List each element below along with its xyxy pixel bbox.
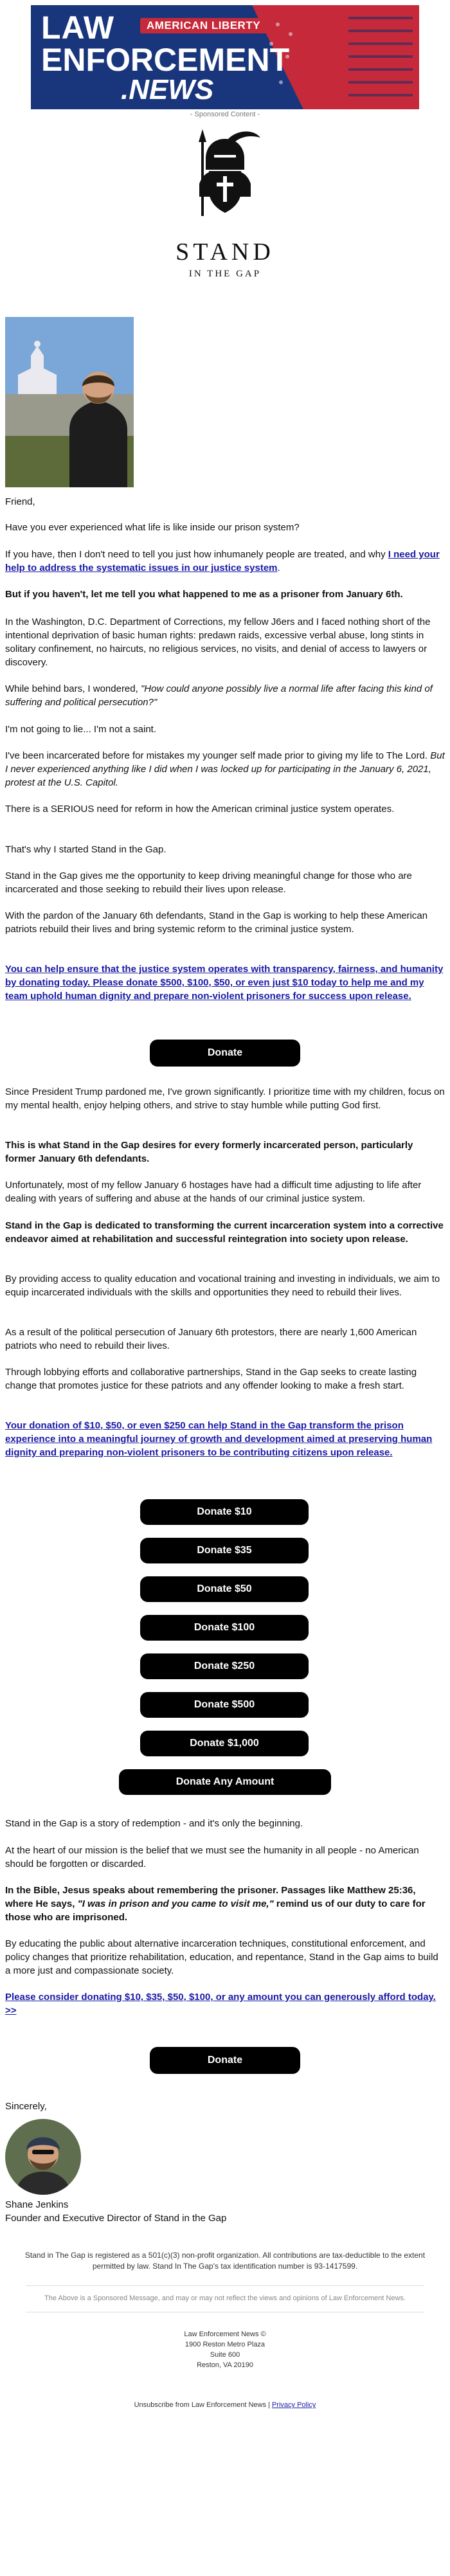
brand-news: .NEWS bbox=[121, 74, 214, 105]
donation-impact-link[interactable]: Your donation of $10, $50, or even $250 can help Stand in the Gap transform the prison experience into a meaningful journey of growth and development aimed at preserving human dignity and preparing non-violent prisoners to be contributing citizens upon release. bbox=[5, 1420, 433, 1458]
logo-stand-text: STAND bbox=[176, 239, 274, 266]
address-line-2: Suite 600 bbox=[210, 2351, 240, 2359]
paragraph-16 bbox=[5, 1219, 445, 1246]
address-line-1: 1900 Reston Metro Plaza bbox=[184, 2341, 266, 2348]
paragraph-5-text: While behind bars, I wondered, bbox=[5, 683, 141, 694]
signature-avatar bbox=[5, 2119, 81, 2195]
sign-off: Sincerely, bbox=[5, 2101, 47, 2112]
signature-title: Founder and Executive Director of Stand in the Gap bbox=[5, 2213, 227, 2224]
paragraph-11: With the pardon of the January 6th defendants, Stand in the Gap is working to help these American patriots rebuild their lives and bring systemic reform to the criminal justice system. bbox=[5, 910, 428, 935]
footer-divider bbox=[26, 2285, 424, 2286]
donate-10-button[interactable]: Donate $10 bbox=[140, 1499, 309, 1525]
paragraph-12 bbox=[5, 962, 445, 1003]
paragraph-18: As a result of the political persecution of January 6th protestors, there are nearly 1,600 American patriots who need to rebuild their lives. bbox=[5, 1327, 417, 1351]
paragraph-6: I'm not going to lie... I'm not a saint. bbox=[5, 724, 157, 735]
paragraph-21: Stand in the Gap is a story of redemption - and it's only the beginning. bbox=[5, 1818, 303, 1829]
unsubscribe-link[interactable]: Unsubscribe from Law Enforcement News bbox=[134, 2401, 266, 2409]
donate-35-button[interactable]: Donate $35 bbox=[140, 1538, 309, 1563]
paragraph-5-quote: "How could anyone possibly live a normal life after facing this kind of suffering and political persecution?" bbox=[5, 683, 433, 708]
paragraph-2-text: If you have, then I don't need to tell you just how inhumanely people are treated, and why bbox=[5, 549, 388, 560]
paragraph-15: Unfortunately, most of my fellow January 6 hostages have had a difficult time adjusting to life after dealing with years of suffering and abuse at the hands of our criminal justice system. bbox=[5, 1180, 422, 1204]
paragraph-2 bbox=[5, 548, 445, 575]
donate-500-button[interactable]: Donate $500 bbox=[140, 1692, 309, 1718]
donate-1000-button[interactable]: Donate $1,000 bbox=[140, 1731, 309, 1756]
donate-50-button[interactable]: Donate $50 bbox=[140, 1576, 309, 1602]
brand-enforcement: ENFORCEMENT bbox=[41, 42, 290, 78]
donate-button-bottom[interactable]: Donate bbox=[150, 2047, 300, 2074]
paragraph-22: At the heart of our mission is the belief that we must see the humanity in all people - no American should be forgotten or discarded. bbox=[5, 1845, 419, 1869]
author-photo bbox=[5, 317, 134, 487]
paragraph-24: By educating the public about alternative incarceration techniques, constitutional enforcement, and policy changes that prioritize rehabilitation, education, and repentance, Stand in the Gap aims to build a more just and compassionate society. bbox=[5, 1938, 438, 1976]
paragraph-7-italic: But I never experienced anything like I did when I was locked up for participating in the January 6, 2021, protest at the U.S. Capitol. bbox=[5, 750, 445, 788]
publisher-name: Law Enforcement News © bbox=[184, 2330, 266, 2338]
paragraph-8: There is a SERIOUS need for reform in how the American criminal justice system operates. bbox=[5, 804, 395, 815]
paragraph-23-end: remind us of our duty to care for those who are imprisoned. bbox=[5, 1898, 426, 1923]
help-justice-link[interactable]: I need your help to address the systematic issues in our justice system bbox=[5, 549, 440, 573]
paragraph-7 bbox=[5, 749, 445, 789]
paragraph-3-bold: But if you haven't, let me tell you what happened to me as a prisoner from January 6th. bbox=[5, 589, 403, 600]
paragraph-4: In the Washington, D.C. Department of Corrections, my fellow J6ers and I faced nothing short of the intentional deprivation of basic human rights: predawn raids, excessive verbal abuse, long stints in solitary confinement, no haircuts, no religious services, no visits, and denial of access to lawyers or discovery. bbox=[5, 617, 431, 668]
donate-any-amount-button[interactable]: Donate Any Amount bbox=[119, 1769, 331, 1795]
paragraph-17: By providing access to quality education and vocational training and investing in individuals, we aim to equip incarcerated individuals with the skills and opportunities they need to rebuild their lives. bbox=[5, 1274, 440, 1298]
paragraph-5 bbox=[5, 682, 445, 709]
donate-cta-link[interactable]: You can help ensure that the justice system operates with transparency, fairness, and humanity by donating today. Please donate $500, $100, $50, or even just $10 today to help me and my team uphold human dignity and prepare non-violent prisoners for success upon release. bbox=[5, 964, 444, 1002]
paragraph-13: Since President Trump pardoned me, I've grown significantly. I prioritize time with my children, focus on my mental health, enjoy helping others, and strive to stay humble while putting God first. bbox=[5, 1086, 445, 1111]
sponsored-disclaimer: The Above is a Sponsored Message, and may or may not reflect the views and opinions of Law Enforcement News. bbox=[44, 2294, 406, 2302]
paragraph-3 bbox=[5, 588, 445, 601]
paragraph-9: That's why I started Stand in the Gap. bbox=[5, 844, 166, 855]
greeting: Friend, bbox=[5, 496, 35, 507]
paragraph-19: Through lobbying efforts and collaborative partnerships, Stand in the Gap seeks to create lasting change that promotes justice for these patriots and any offender looking to make a fresh start. bbox=[5, 1367, 417, 1391]
paragraph-2-end: . bbox=[277, 563, 280, 573]
consider-donating-link[interactable]: Please consider donating $10, $35, $50, $100, or any amount you can generously afford today. >> bbox=[5, 1992, 436, 2016]
paragraph-16-bold: Stand in the Gap is dedicated to transforming the current incarceration system into a corrective endeavor aimed at rehabilitation and successful reintegration into society upon release. bbox=[5, 1220, 444, 1245]
paragraph-1: Have you ever experienced what life is like inside our prison system? bbox=[5, 522, 300, 533]
logo-in-the-gap-text: IN THE GAP bbox=[188, 269, 262, 279]
signature-name: Shane Jenkins bbox=[5, 2199, 69, 2210]
paragraph-20 bbox=[5, 1419, 445, 1459]
paragraph-23-text: In the Bible, Jesus speaks about remembering the prisoner. Passages like Matthew 25:36, where He says, bbox=[5, 1885, 416, 1909]
sponsored-label: - Sponsored Content - bbox=[190, 111, 260, 118]
paragraph-23 bbox=[5, 1884, 445, 1924]
donate-250-button[interactable]: Donate $250 bbox=[140, 1653, 309, 1679]
paragraph-14-bold: This is what Stand in the Gap desires for every formerly incarcerated person, particularly former January 6th defendants. bbox=[5, 1140, 413, 1164]
paragraph-25 bbox=[5, 1990, 445, 2017]
footer-separator: | bbox=[266, 2401, 272, 2409]
privacy-policy-link[interactable]: Privacy Policy bbox=[271, 2401, 316, 2409]
address-line-3: Reston, VA 20190 bbox=[197, 2361, 253, 2369]
brand-law: LAW bbox=[41, 10, 115, 46]
paragraph-10: Stand in the Gap gives me the opportunity to keep driving meaningful change for those who are incarcerated and those seeking to rebuild their lives upon release. bbox=[5, 870, 412, 895]
paragraph-7-text: I've been incarcerated before for mistakes my younger self made prior to giving my life to The Lord. bbox=[5, 750, 431, 761]
donate-100-button[interactable]: Donate $100 bbox=[140, 1615, 309, 1641]
footer-links bbox=[0, 2400, 450, 2411]
tax-disclaimer: Stand in The Gap is registered as a 501(c)(3) non-profit organization. All contributions are tax-deductible to the extent permitted by law. Stand In The Gap's tax identification number is 93-1417599. bbox=[24, 2251, 426, 2271]
paragraph-14 bbox=[5, 1139, 445, 1166]
donate-button[interactable]: Donate bbox=[150, 1040, 300, 1067]
paragraph-23-quote: "I was in prison and you came to visit me," bbox=[77, 1898, 274, 1909]
brand-pill: AMERICAN LIBERTY bbox=[140, 18, 267, 33]
